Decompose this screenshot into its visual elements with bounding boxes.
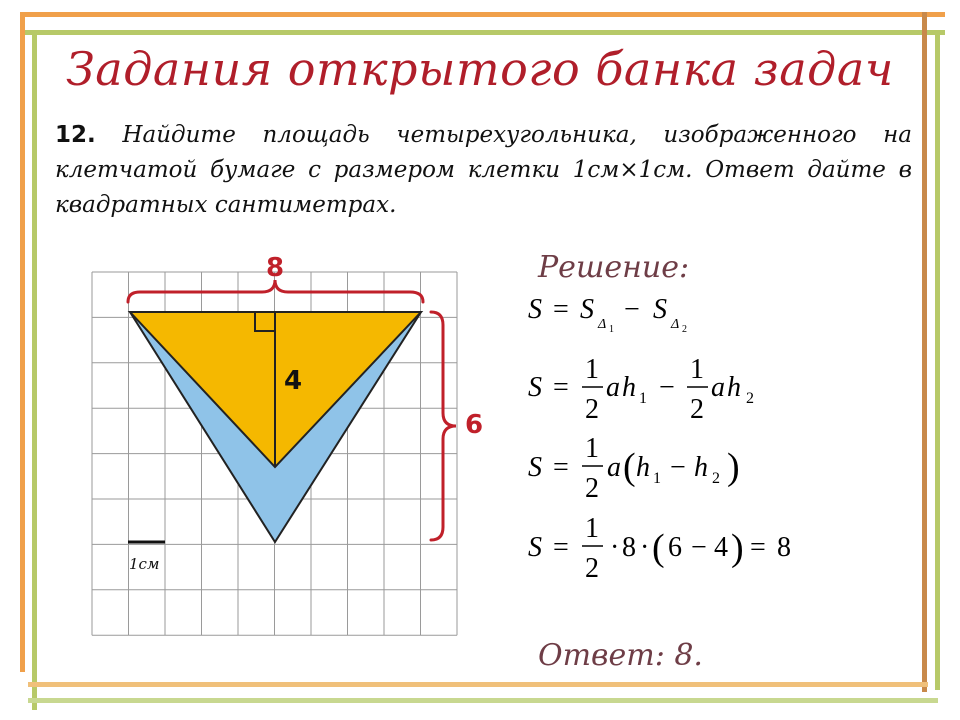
formula-2 — [528, 354, 754, 425]
f4-num: 1 — [585, 513, 599, 544]
f4-six: 6 — [668, 532, 682, 563]
f2-den2: 2 — [690, 394, 704, 425]
f1-s2: S — [653, 294, 667, 325]
f4-dot1: · — [610, 532, 620, 563]
f4-minus: − — [691, 532, 707, 563]
page-title: Задания открытого банка задач — [66, 42, 894, 96]
f2-sub2: 2 — [746, 390, 754, 407]
f2-den1: 2 — [585, 394, 599, 425]
solution-heading: Решение: — [538, 250, 690, 285]
f1-delta2: Δ — [671, 317, 680, 332]
f1-index1: 1 — [609, 324, 614, 335]
f3-minus: − — [670, 452, 686, 483]
f4-rparen: ) — [731, 527, 744, 569]
f2-num2: 1 — [690, 354, 704, 385]
f4-eq2: = — [750, 532, 766, 563]
formula-3 — [528, 433, 740, 504]
formula-1 — [528, 294, 687, 335]
f1-delta1: Δ — [598, 317, 607, 332]
f3-sub2: 2 — [712, 470, 720, 487]
f3-a: a — [607, 452, 621, 483]
f2-minus: − — [659, 372, 675, 403]
scale-label: 1см — [129, 555, 160, 573]
f1-eq: = — [553, 294, 569, 325]
f4-dot2: · — [640, 532, 650, 563]
f3-num: 1 — [585, 433, 599, 464]
f2-h2: h — [727, 372, 741, 403]
f3-lparen: ( — [623, 446, 636, 488]
f2-a2: a — [711, 372, 725, 403]
f2-num1: 1 — [585, 354, 599, 385]
f2-eq: = — [553, 372, 569, 403]
f4-result: 8 — [777, 532, 791, 563]
f3-h1: h — [636, 452, 650, 483]
f1-lhs: S — [528, 294, 542, 325]
label-width: 8 — [265, 253, 285, 283]
f4-four: 4 — [714, 532, 728, 563]
f4-eight: 8 — [622, 532, 636, 563]
f1-minus: − — [624, 294, 640, 325]
f4-den: 2 — [585, 553, 599, 584]
f3-lhs: S — [528, 452, 542, 483]
formula-4 — [528, 513, 791, 584]
f3-den: 2 — [585, 473, 599, 504]
answer-text: Ответ: 8. — [538, 638, 703, 673]
label-height: 6 — [464, 410, 484, 440]
f3-eq: = — [553, 452, 569, 483]
f4-lhs: S — [528, 532, 542, 563]
f1-s1: S — [580, 294, 594, 325]
f2-a1: a — [606, 372, 620, 403]
f4-eq: = — [553, 532, 569, 563]
problem-text: Найдите площадь четырехугольника, изображенного на клетчатой бумаге с размером клетки 1см×1см. Ответ дайте в квадратных сантиметрах. — [55, 122, 912, 218]
f3-rparen: ) — [727, 446, 740, 488]
f1-index2: 2 — [682, 324, 687, 335]
f2-lhs: S — [528, 372, 542, 403]
f4-lparen: ( — [652, 527, 665, 569]
label-inner-height: 4 — [283, 366, 303, 396]
f3-sub1: 1 — [653, 470, 661, 487]
problem-number: 12. — [55, 122, 96, 148]
f3-h2: h — [694, 452, 708, 483]
f2-h1: h — [622, 372, 636, 403]
f2-sub1: 1 — [639, 390, 647, 407]
